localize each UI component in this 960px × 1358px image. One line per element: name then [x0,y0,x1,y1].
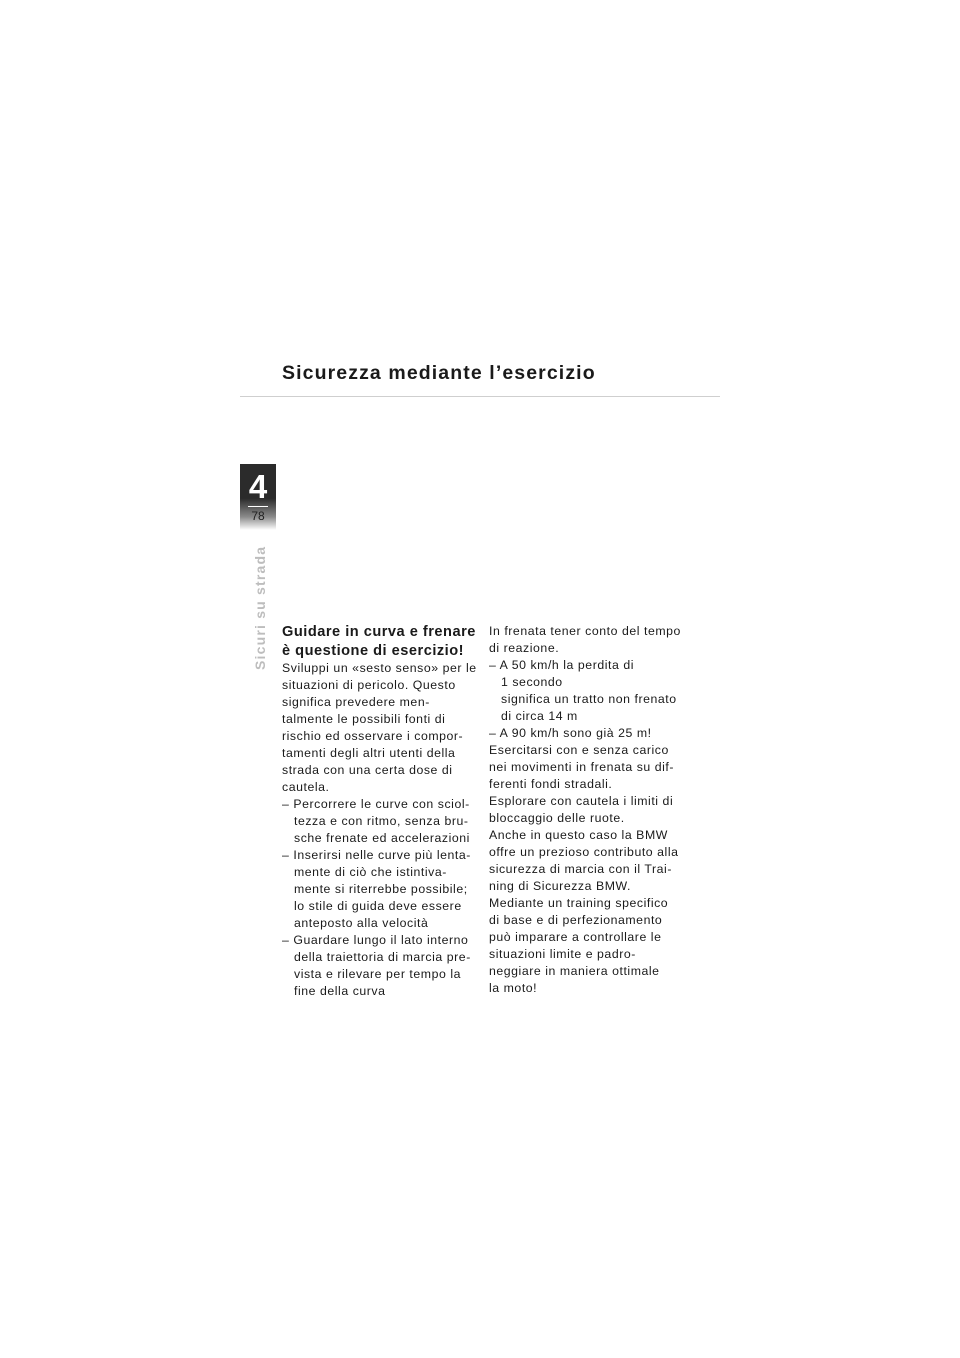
text-line: situazioni di pericolo. Questo [282,678,456,692]
text-line: – Inserirsi nelle curve più lenta- [282,848,471,862]
text-line: – A 90 km/h sono già 25 m! [489,726,652,740]
text-line: di circa 14 m [501,709,578,723]
text-line: sicurezza di marcia con il Trai- [489,862,672,876]
heading-line: è questione di esercizio! [282,643,464,659]
heading-line: Guidare in curva e frenare [282,624,476,640]
title-divider [240,396,720,397]
text-line: situazioni limite e padro- [489,947,636,961]
page-title: Sicurezza mediante l’esercizio [282,362,596,384]
right-body-text [489,623,689,997]
chapter-number: 4 [248,468,268,505]
text-line: ferenti fondi stradali. [489,777,613,791]
text-line: la moto! [489,981,538,995]
text-line: offre un prezioso contributo alla [489,845,679,859]
text-line: – Percorrere le curve con sciol- [282,797,470,811]
text-line: vista e rilevare per tempo la [294,967,461,981]
text-line: di reazione. [489,641,560,655]
chapter-tab [240,464,276,530]
text-line: bloccaggio delle ruote. [489,811,625,825]
text-line: fine della curva [294,984,386,998]
left-column [282,623,482,1000]
text-line: mente si riterrebbe possibile; [294,882,468,896]
text-line: lo stile di guida deve essere [294,899,462,913]
text-line: sche frenate ed accelerazioni [294,831,470,845]
text-line: rischio ed osservare i compor- [282,729,464,743]
chapter-divider [248,506,268,507]
text-line: cautela. [282,780,330,794]
text-line: Mediante un training specifico [489,896,669,910]
text-line: neggiare in maniera ottimale [489,964,660,978]
text-line: In frenata tener conto del tempo [489,624,681,638]
text-line: può imparare a controllare le [489,930,662,944]
text-line: – Guardare lungo il lato interno [282,933,469,947]
text-line: nei movimenti in frenata su dif- [489,760,675,774]
text-line: Sviluppi un «sesto senso» per le [282,661,477,675]
text-line: tamenti degli altri utenti della [282,746,456,760]
text-line: significa un tratto non frenato [501,692,677,706]
section-heading [282,623,482,661]
text-line: Esercitarsi con e senza carico [489,743,669,757]
right-column [489,623,689,997]
text-line: di base e di perfezionamento [489,913,663,927]
text-line: strada con una certa dose di [282,763,453,777]
text-line: della traiettoria di marcia pre- [294,950,471,964]
text-line: tezza e con ritmo, senza bru- [294,814,469,828]
page-number: 78 [251,509,265,523]
text-line: mente di ciò che istintiva- [294,865,447,879]
text-line: anteposto alla velocità [294,916,429,930]
section-label: Sicuri su strada [252,545,268,670]
text-line: talmente le possibili fonti di [282,712,446,726]
text-line: 1 secondo [501,675,563,689]
text-line: ning di Sicurezza BMW. [489,879,631,893]
left-body-text [282,660,482,1000]
text-line: – A 50 km/h la perdita di [489,658,634,672]
text-line: significa prevedere men- [282,695,430,709]
text-line: Esplorare con cautela i limiti di [489,794,674,808]
text-line: Anche in questo caso la BMW [489,828,668,842]
